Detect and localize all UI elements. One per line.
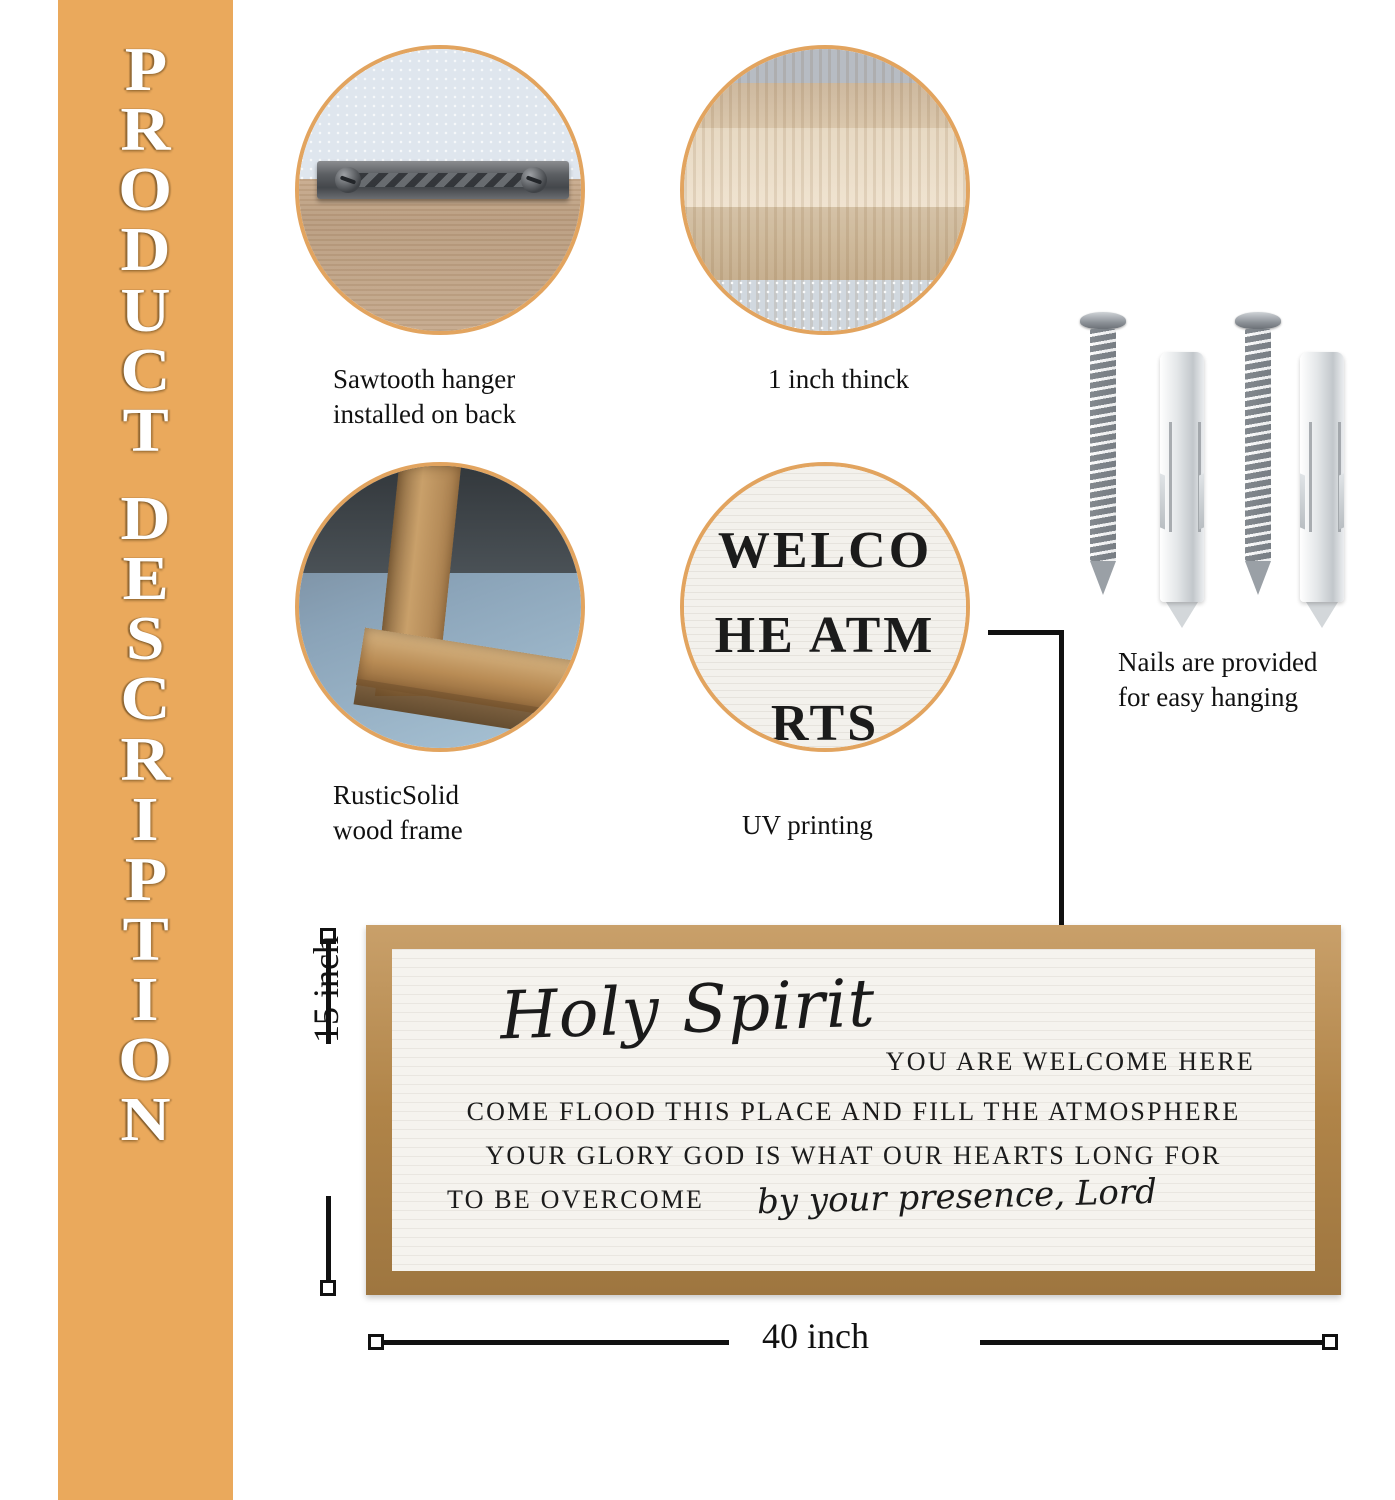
dimension-width-label: 40 inch bbox=[762, 1316, 869, 1356]
caption-hardware bbox=[1118, 645, 1395, 714]
banner-char: S bbox=[126, 605, 165, 674]
caption-thickness bbox=[768, 362, 1028, 397]
screw-head-icon bbox=[335, 167, 361, 193]
screw-tip bbox=[1090, 561, 1116, 595]
sign-line-3: YOUR GLORY GOD IS WHAT OUR HEARTS LONG FOR bbox=[485, 1141, 1222, 1170]
dim-line-vertical bbox=[326, 1196, 331, 1282]
banner-char: I bbox=[131, 785, 160, 854]
caption-line: 1 inch thinck bbox=[768, 364, 909, 394]
screw-head bbox=[1235, 312, 1281, 329]
banner-char: T bbox=[122, 396, 169, 465]
caption-line: wood frame bbox=[333, 814, 463, 845]
dimension-height-label: 15 inch bbox=[306, 936, 346, 1043]
banner-title-vertical bbox=[58, 0, 233, 1430]
caption-line: Sawtooth hanger bbox=[333, 364, 516, 394]
wall-anchor-icon bbox=[1300, 352, 1344, 628]
caption-line: RusticSolid bbox=[333, 780, 460, 810]
banner-char: D bbox=[120, 216, 171, 285]
pointer-line-horizontal bbox=[988, 630, 1064, 635]
banner-char: I bbox=[131, 966, 160, 1035]
photo-woodgrain bbox=[299, 179, 581, 331]
banner-char: E bbox=[122, 545, 169, 614]
sign-face bbox=[392, 949, 1315, 1271]
caption-line: UV printing bbox=[742, 810, 873, 840]
print-sample-line: HE ATM bbox=[714, 607, 936, 664]
caption-uv-printing bbox=[742, 808, 1012, 843]
banner-char: R bbox=[120, 96, 171, 165]
sign-line-1: YOU ARE WELCOME HERE bbox=[885, 1047, 1255, 1076]
screw-tip bbox=[1245, 561, 1271, 595]
dim-cap-right bbox=[1322, 1334, 1338, 1350]
caption-line: installed on back bbox=[333, 398, 516, 429]
dim-cap-bottom bbox=[320, 1280, 336, 1296]
banner-char: P bbox=[124, 845, 167, 914]
banner-char: U bbox=[120, 276, 171, 345]
anchor-wing bbox=[1199, 468, 1204, 529]
caption-sawtooth bbox=[333, 362, 603, 431]
banner-char: O bbox=[118, 1026, 173, 1095]
print-sample-line: RTS bbox=[770, 695, 880, 752]
caption-line: Nails are provided bbox=[1118, 647, 1318, 677]
banner-char: T bbox=[122, 905, 169, 974]
anchor-wing bbox=[1160, 468, 1165, 529]
anchor-body bbox=[1160, 352, 1204, 602]
uv-print-closeup-photo bbox=[680, 462, 970, 752]
board-edge-photo bbox=[680, 45, 970, 335]
dim-cap-left bbox=[368, 1334, 384, 1350]
print-sample-line: WELCO bbox=[717, 522, 933, 579]
wall-anchor-icon bbox=[1160, 352, 1204, 628]
sawtooth-hanger-photo bbox=[295, 45, 585, 335]
banner-char: C bbox=[120, 336, 171, 405]
anchor-wing bbox=[1300, 468, 1305, 529]
anchor-wing bbox=[1339, 468, 1344, 529]
sign-line-2: COME FLOOD THIS PLACE AND FILL THE ATMOSPHERE bbox=[466, 1097, 1241, 1126]
sign-line-4: TO BE OVERCOME bbox=[447, 1185, 705, 1214]
product-sign bbox=[366, 925, 1341, 1295]
caption-wood-frame bbox=[333, 778, 603, 847]
banner-char: O bbox=[118, 156, 173, 225]
dim-line-horizontal bbox=[980, 1340, 1322, 1345]
screw-icon bbox=[1085, 312, 1121, 595]
anchor-body bbox=[1300, 352, 1344, 602]
dim-line-horizontal bbox=[384, 1340, 729, 1345]
sign-line-5: by your presence, Lord bbox=[756, 1171, 1158, 1223]
screw-shank bbox=[1090, 329, 1116, 561]
photo-texture bbox=[684, 280, 966, 331]
banner-char: C bbox=[120, 665, 171, 734]
caption-line: for easy hanging bbox=[1118, 681, 1298, 712]
anchor-tip bbox=[1166, 602, 1198, 628]
banner-char: D bbox=[120, 484, 171, 553]
screw-head-icon bbox=[521, 167, 547, 193]
banner-char: R bbox=[120, 725, 171, 794]
sign-title: Holy Spirit bbox=[498, 964, 877, 1055]
screw-icon bbox=[1240, 312, 1276, 595]
anchor-tip bbox=[1306, 602, 1338, 628]
product-description-banner bbox=[58, 0, 233, 1500]
banner-char: N bbox=[120, 1086, 171, 1155]
banner-char: P bbox=[124, 36, 167, 104]
screw-head bbox=[1080, 312, 1126, 329]
screw-shank bbox=[1245, 329, 1271, 561]
frame-corner-photo bbox=[295, 462, 585, 752]
